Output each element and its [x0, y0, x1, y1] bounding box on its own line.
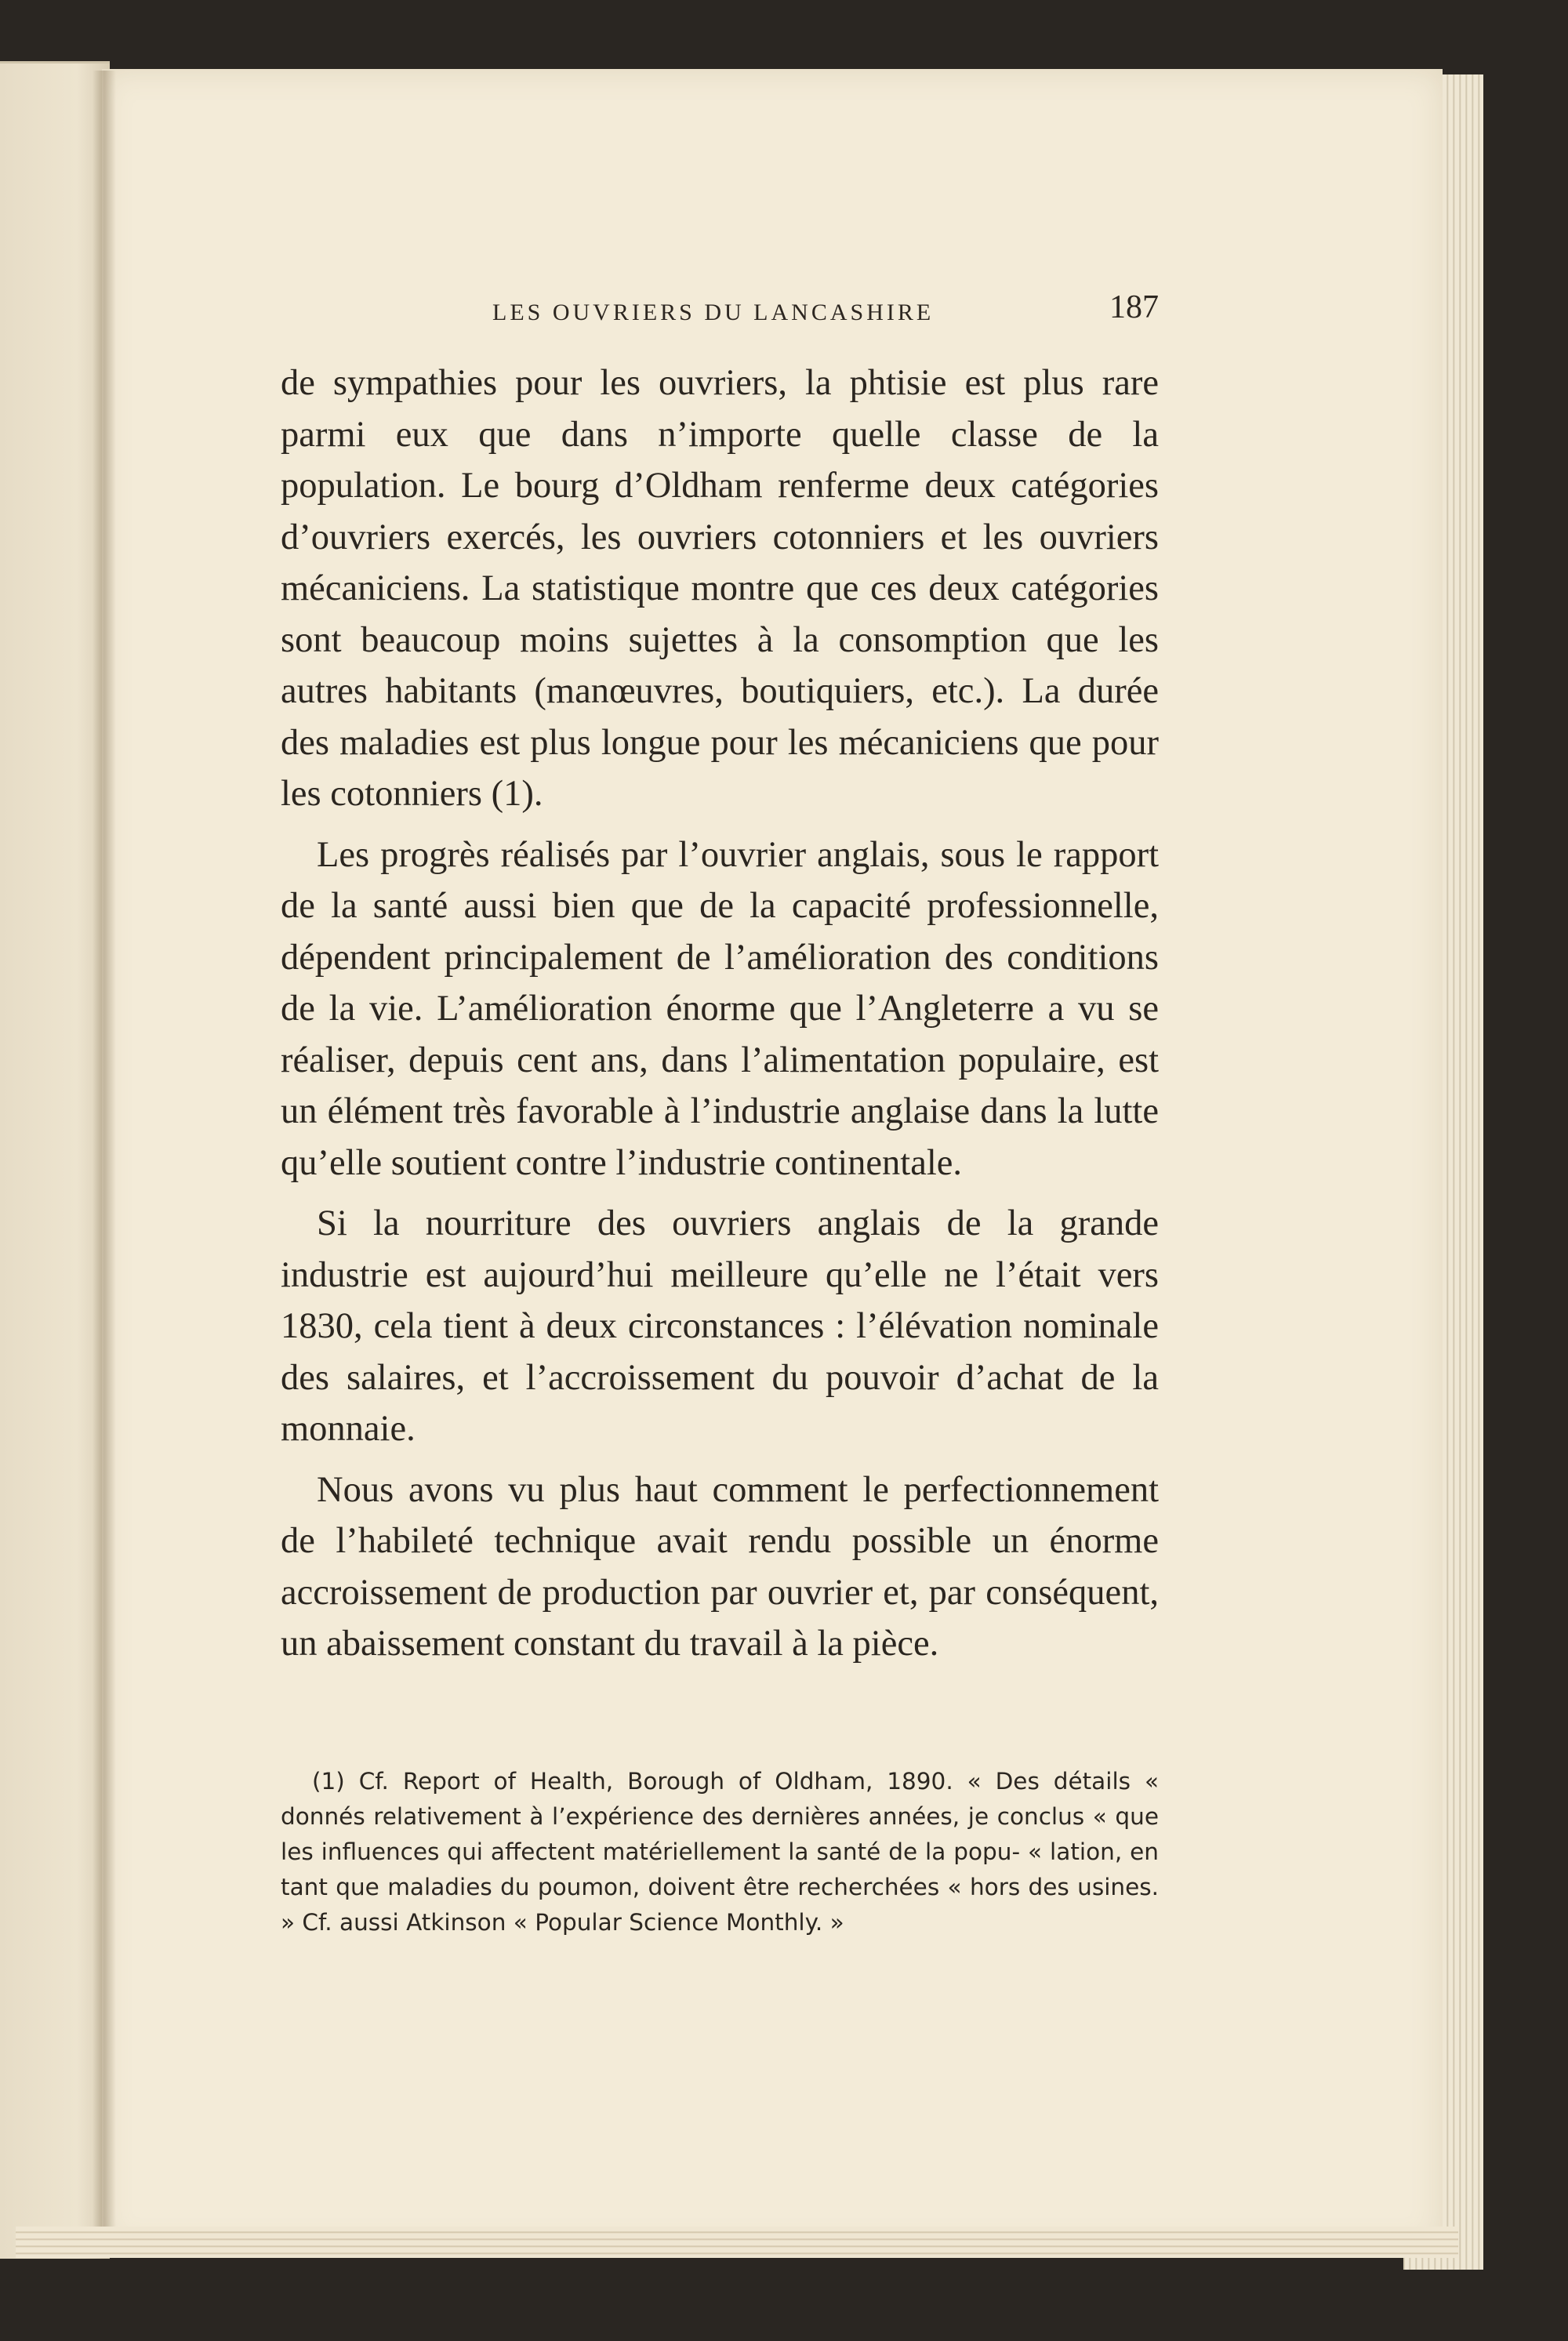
body-text — [281, 358, 1159, 1670]
page-number: 187 — [1109, 289, 1159, 325]
footnote — [281, 1764, 1159, 1940]
page-header — [281, 289, 1159, 336]
footnote-text: (1) Cf. Report of Health, Borough of Oldham, 1890. « Des détails « donnés relativement à l’expérience des dernières années, je conclus « que les influences qui affectent matériellement la santé de la popu- « lation, en tant que maladies du poumon, doivent être recherchées « hors des usines. » Cf. aussi Atkinson « Popular Science Monthly. » — [281, 1768, 1159, 1936]
paragraph-3: Si la nourriture des ouvriers anglais de la grande industrie est aujourd’hui meilleure qu’elle ne l’était vers 1830, cela tient à deux circonstances : l’élévation nominale des salaires, et l’accroissement du pouvoir d’achat de la monnaie. — [281, 1203, 1159, 1449]
paragraph-2: Les progrès réalisés par l’ouvrier anglais, sous le rapport de la santé aussi bien que de la capacité professionnelle, dépendent principalement de l’amélioration des conditions de la vie. L’amélioration énorme que l’Angleterre a vu se réaliser, depuis cent ans, dans l’alimentation populaire, est un élément très favorable à l’industrie anglaise dans la lutte qu’elle soutient contre l’industrie continentale. — [281, 834, 1159, 1183]
book-gutter — [93, 71, 116, 2250]
paragraph-4: Nous avons vu plus haut comment le perfectionnement de l’habileté technique avait rendu possible un énorme accroissement de production par ouvrier et, par conséquent, un abaissement constant du travail à la pièce. — [281, 1469, 1159, 1664]
page-stack-bottom — [16, 2227, 1458, 2258]
running-title: LES OUVRIERS DU LANCASHIRE — [492, 299, 935, 325]
paragraph-1: de sympathies pour les ouvriers, la phtisie est plus rare parmi eux que dans n’importe quelle classe de la population. Le bourg d’Oldham renferme deux catégories d’ouvriers exercés, les ouvriers cotonniers et les ouvriers mécaniciens. La statistique montre que ces deux catégories sont beaucoup moins sujettes à la consomption que les autres habitants (manœuvres, boutiquiers, etc.). La durée des maladies est plus longue pour les mécaniciens que pour les cotonniers (1). — [281, 363, 1159, 814]
